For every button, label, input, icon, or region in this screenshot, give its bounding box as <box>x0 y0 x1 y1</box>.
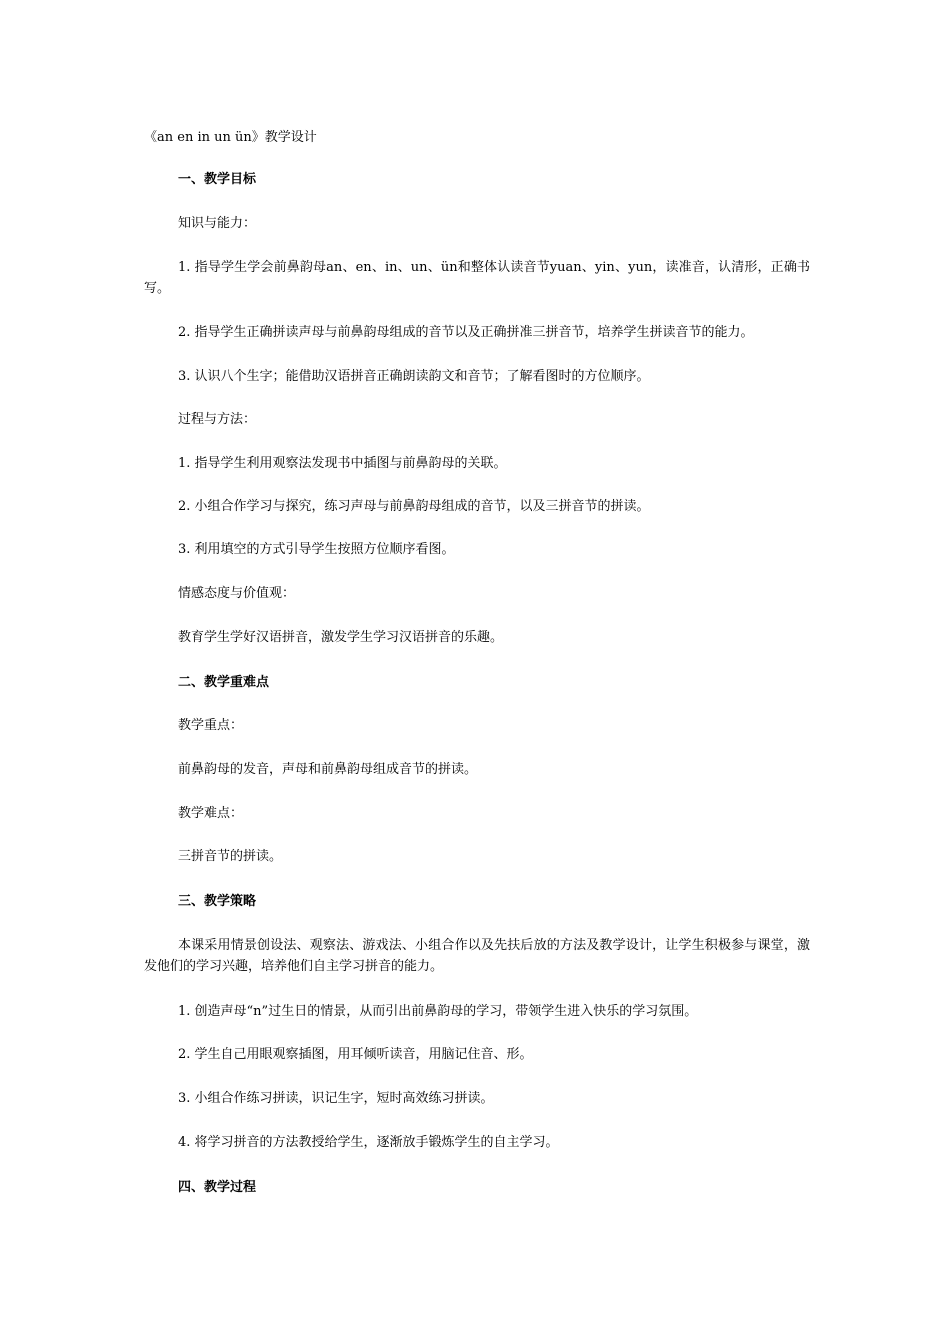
process-item-1: 1. 指导学生利用观察法发现书中插图与前鼻韵母的关联。 <box>178 456 507 471</box>
strategy-intro: 本课采用情景创设法、观察法、游戏法、小组合作以及先扶后放的方法及教学设计，让学生积极参与课堂，激发他们的学习兴趣，培养他们自主学习拼音的能力。 <box>144 938 810 974</box>
section-heading-goals: 一、教学目标 <box>178 172 257 187</box>
section-heading-process: 四、教学过程 <box>178 1180 257 1195</box>
process-item-3: 3. 利用填空的方式引导学生按照方位顺序看图。 <box>178 542 455 557</box>
section-heading-key-points: 二、教学重难点 <box>178 675 270 690</box>
difficult-text: 三拼音节的拼读。 <box>178 849 283 864</box>
document-title: 《an en in un ün》教学设计 <box>144 130 317 145</box>
process-item-2: 2. 小组合作学习与探究，练习声母与前鼻韵母组成的音节，以及三拼音节的拼读。 <box>178 499 650 514</box>
strategy-item-4: 4. 将学习拼音的方法教授给学生，逐渐放手锻炼学生的自主学习。 <box>178 1135 559 1150</box>
difficult-label: 教学难点： <box>178 806 244 821</box>
knowledge-item-3: 3. 认识八个生字；能借助汉语拼音正确朗读韵文和音节；了解看图时的方位顺序。 <box>178 369 650 384</box>
strategy-item-1: 1. 创造声母“n”过生日的情景，从而引出前鼻韵母的学习，带领学生进入快乐的学习氛围。 <box>178 1004 698 1019</box>
knowledge-item-1: 1. 指导学生学会前鼻韵母an、en、in、un、ün和整体认读音节yuan、yin、yun，读准音，认清形，正确书写。 <box>144 260 810 296</box>
strategy-item-2: 2. 学生自己用眼观察插图，用耳倾听读音，用脑记住音、形。 <box>178 1047 533 1062</box>
emotion-text: 教育学生学好汉语拼音，激发学生学习汉语拼音的乐趣。 <box>178 630 504 645</box>
knowledge-item-2: 2. 指导学生正确拼读声母与前鼻韵母组成的音节以及正确拼准三拼音节，培养学生拼读音节的能力。 <box>178 325 754 340</box>
knowledge-label: 知识与能力： <box>178 216 257 231</box>
section-heading-strategy: 三、教学策略 <box>178 894 257 909</box>
emotion-label: 情感态度与价值观： <box>178 586 296 601</box>
key-label: 教学重点： <box>178 718 244 733</box>
process-label: 过程与方法： <box>178 412 257 427</box>
strategy-item-3: 3. 小组合作练习拼读，识记生字，短时高效练习拼读。 <box>178 1091 494 1106</box>
key-text: 前鼻韵母的发音，声母和前鼻韵母组成音节的拼读。 <box>178 762 478 777</box>
